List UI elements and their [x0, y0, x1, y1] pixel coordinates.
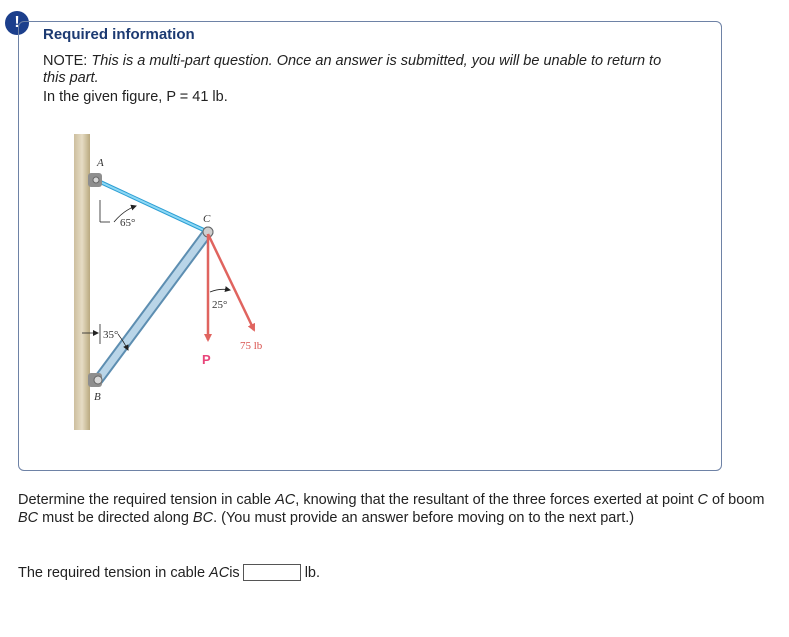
- answer-is: is: [229, 564, 240, 581]
- force-p-label: P: [202, 352, 211, 367]
- answer-unit: lb.: [304, 564, 321, 581]
- label-b: B: [94, 391, 101, 403]
- question-part: of boom: [707, 492, 765, 508]
- alert-icon: !: [5, 11, 29, 35]
- wall: [74, 134, 90, 430]
- boom-figure: [70, 130, 300, 435]
- note-label: NOTE:: [43, 53, 88, 69]
- answer-ac: AC: [209, 564, 230, 581]
- note-text: [43, 53, 683, 87]
- answer-line: [18, 564, 320, 581]
- question-c: C: [697, 492, 708, 508]
- force-75-label: 75 lb: [240, 340, 263, 352]
- tension-answer-input[interactable]: [243, 564, 301, 581]
- label-c: C: [203, 213, 211, 225]
- angle-65-label: 65°: [120, 217, 136, 229]
- question-bc: BC: [192, 509, 214, 526]
- info-title: Required information: [43, 26, 195, 43]
- force-75-arrow: [208, 234, 254, 330]
- question-part: must be directed along: [38, 509, 193, 526]
- question-part: Determine the required tension in cable: [18, 492, 276, 508]
- question-bc: BC: [18, 509, 39, 526]
- angle-25-label: 25°: [212, 299, 228, 311]
- question-text: [18, 492, 768, 527]
- question-part: , knowing that the resultant of the three forces exerted at point: [295, 492, 698, 508]
- answer-prefix: The required tension in cable: [18, 564, 206, 581]
- given-text: In the given figure, P = 41 lb.: [43, 89, 228, 105]
- label-a: A: [97, 157, 104, 169]
- note-body: This is a multi-part question. Once an answer is submitted, you will be unable to return to this part.: [43, 53, 662, 86]
- question-ac: AC: [275, 492, 296, 508]
- question-part: . (You must provide an answer before moving on to the next part.): [213, 509, 635, 526]
- angle-35-label: 35°: [103, 329, 119, 341]
